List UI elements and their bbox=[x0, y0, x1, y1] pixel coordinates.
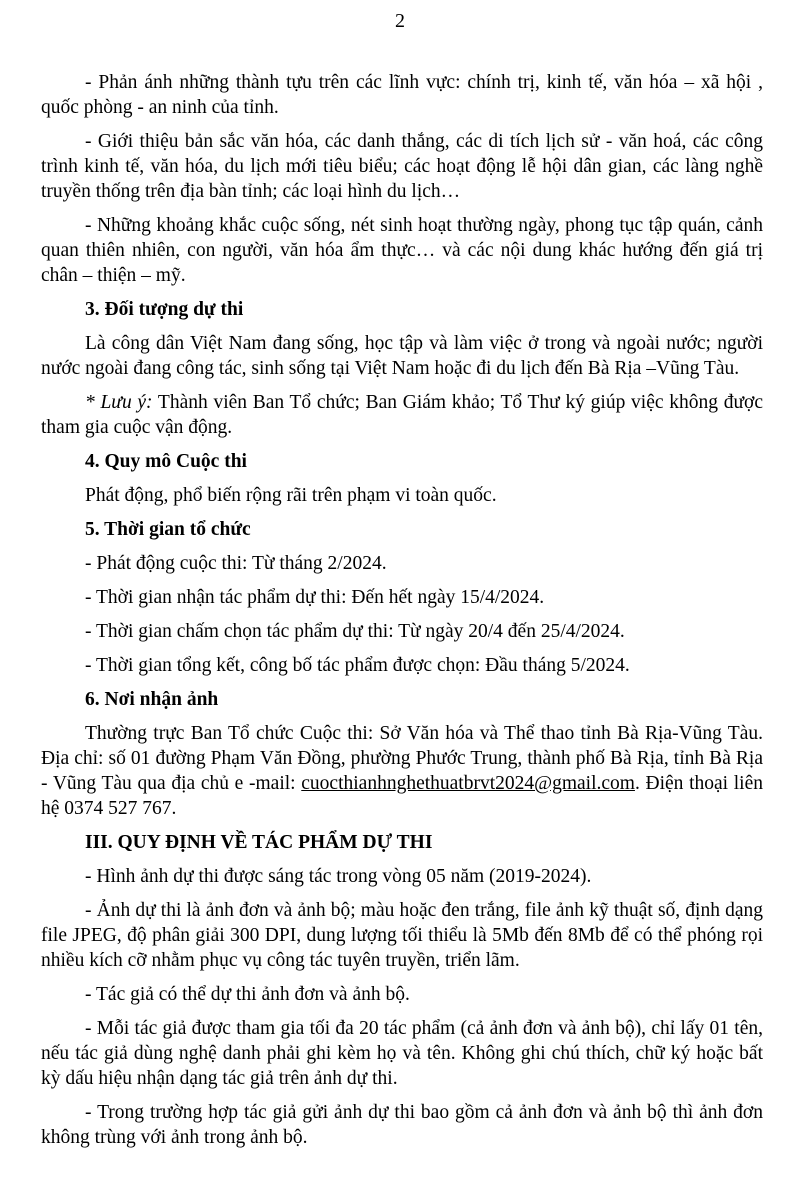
paragraph-cultural-identity: - Giới thiệu bản sắc văn hóa, các danh thắng, các di tích lịch sử - văn hoá, các công trình kinh tế, văn hóa, du lịch mới tiêu biểu; các hoạt động lễ hội dân gian, các làng nghề truyền thống trên địa bàn tỉnh; các loại hình du lịch… bbox=[41, 131, 763, 202]
rule-timeframe: - Hình ảnh dự thi được sáng tác trong vòng 05 năm (2019-2024). bbox=[85, 866, 592, 887]
document-body bbox=[41, 70, 763, 1159]
contact-phone: . Điện thoại liên hệ 0374 527 767. bbox=[41, 773, 763, 819]
timeline-announcement: - Thời gian tổng kết, công bố tác phẩm được chọn: Đầu tháng 5/2024. bbox=[85, 655, 630, 676]
paragraph-contact bbox=[41, 721, 763, 821]
rule-no-duplicate: - Trong trường hợp tác giả gửi ảnh dự thi bao gồm cả ảnh đơn và ảnh bộ thì ảnh đơn không trùng với ảnh trong ảnh bộ. bbox=[41, 1102, 763, 1148]
email-link[interactable]: cuocthianhnghethuatbrvt2024@gmail.com bbox=[301, 773, 635, 794]
rule-max-entries: - Mỗi tác giả được tham gia tối đa 20 tác phẩm (cả ảnh đơn và ảnh bộ), chỉ lấy 01 tên, nếu tác giả dùng nghệ danh phải ghi kèm họ và tên. Không ghi chú thích, chữ ký hoặc bất kỳ dấu hiệu nhận dạng tác giả trên ảnh dự thi. bbox=[41, 1018, 763, 1089]
heading-section-3: 3. Đối tượng dự thi bbox=[85, 299, 244, 320]
heading-section-III: III. QUY ĐỊNH VỀ TÁC PHẨM DỰ THI bbox=[85, 832, 433, 853]
heading-section-5: 5. Thời gian tổ chức bbox=[85, 519, 251, 540]
page-number: 2 bbox=[395, 10, 405, 32]
paragraph-eligibility: Là công dân Việt Nam đang sống, học tập và làm việc ở trong và ngoài nước; người nước ngoài đang công tác, sinh sống tại Việt Nam hoặc đi du lịch đến Bà Rịa –Vũng Tàu. bbox=[41, 333, 763, 379]
paragraph-life-moments: - Những khoảng khắc cuộc sống, nét sinh hoạt thường ngày, phong tục tập quán, cảnh quan thiên nhiên, con người, văn hóa ẩm thực… và các nội dung khác hướng đến giá trị chân – thiện – mỹ. bbox=[41, 215, 763, 286]
paragraph-note bbox=[41, 390, 763, 440]
rule-file-format: - Ảnh dự thi là ảnh đơn và ảnh bộ; màu hoặc đen trắng, file ảnh kỹ thuật số, định dạng file JPEG, độ phân giải 300 DPI, dung lượng tối thiểu là 5Mb đến 8Mb để có thể phóng rọi nhiều kích cỡ nhằm phục vụ công tác tuyên truyền, triển lãm. bbox=[41, 900, 763, 971]
contact-text: Thường trực Ban Tổ chức Cuộc thi: Sở Văn hóa và Thể thao tỉnh Bà Rịa-Vũng Tàu. Địa chỉ: số 01 đường Phạm Văn Đồng, phường Phước Trung, thành phố Bà Rịa, tỉnh Bà Rịa - Vũng Tàu qua địa chủ e -mail: bbox=[41, 723, 763, 794]
note-label: * Lưu ý: bbox=[85, 392, 153, 413]
note-text: Thành viên Ban Tổ chức; Ban Giám khảo; Tổ Thư ký giúp việc không được tham gia cuộc vận động. bbox=[41, 392, 763, 438]
paragraph-scope: Phát động, phổ biến rộng rãi trên phạm vi toàn quốc. bbox=[85, 485, 497, 506]
timeline-launch: - Phát động cuộc thi: Từ tháng 2/2024. bbox=[85, 553, 387, 574]
heading-section-6: 6. Nơi nhận ảnh bbox=[85, 689, 219, 710]
timeline-judging: - Thời gian chấm chọn tác phẩm dự thi: Từ ngày 20/4 đến 25/4/2024. bbox=[85, 621, 625, 642]
heading-section-4: 4. Quy mô Cuộc thi bbox=[85, 451, 247, 472]
rule-single-and-series: - Tác giả có thể dự thi ảnh đơn và ảnh bộ. bbox=[85, 984, 410, 1005]
timeline-submission: - Thời gian nhận tác phẩm dự thi: Đến hết ngày 15/4/2024. bbox=[85, 587, 545, 608]
paragraph-achievements: - Phản ánh những thành tựu trên các lĩnh vực: chính trị, kinh tế, văn hóa – xã hội , quốc phòng - an ninh của tỉnh. bbox=[41, 72, 763, 118]
